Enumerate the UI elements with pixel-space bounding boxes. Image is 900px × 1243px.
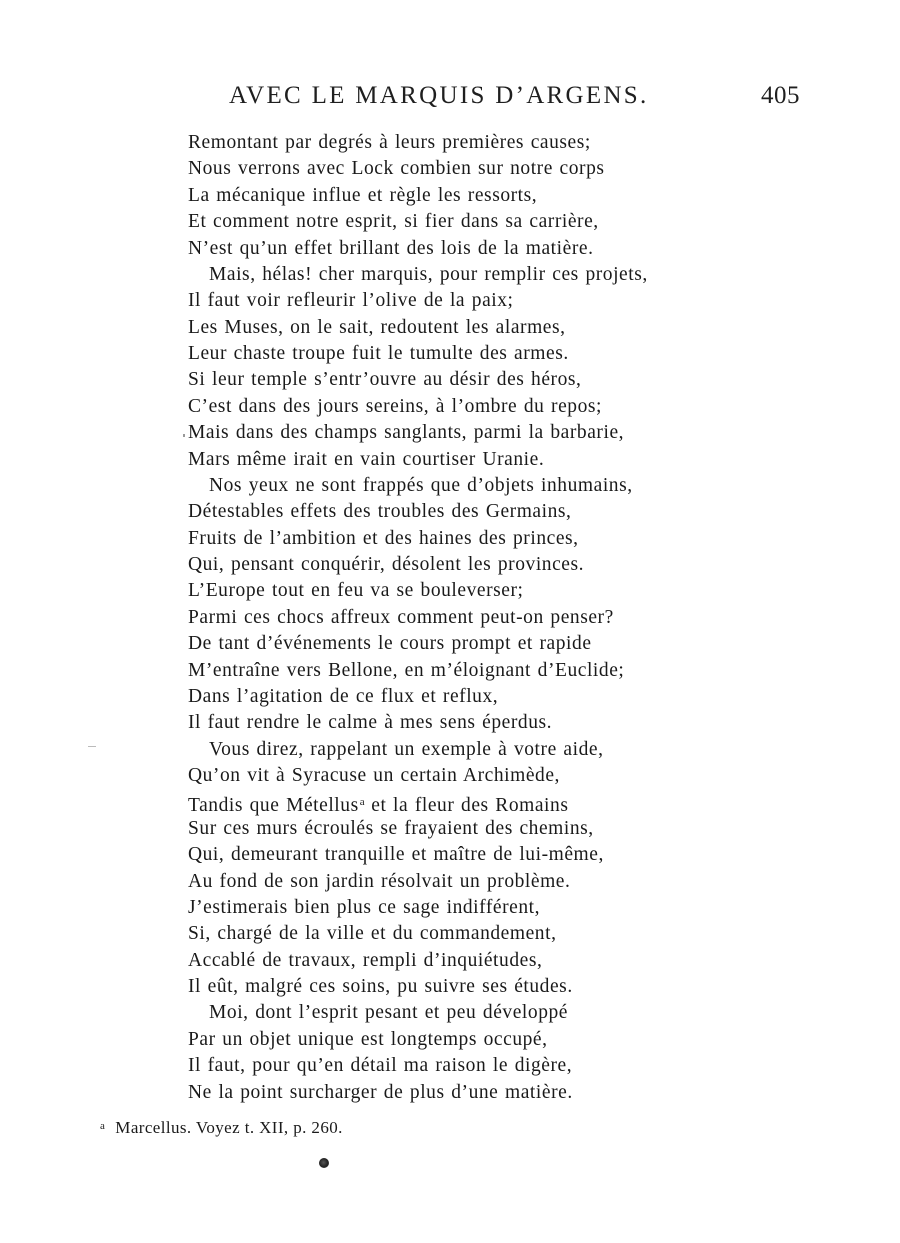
verse-line: Parmi ces chocs affreux comment peut-on penser? <box>188 606 614 628</box>
verse-line-with-note <box>188 789 748 815</box>
printer-ornament-icon <box>319 1158 329 1168</box>
verse-line: Au fond de son jardin résolvait un problème. <box>188 870 571 892</box>
verse-line: Accablé de travaux, rempli d’inquiétudes, <box>188 949 543 971</box>
verse-line: Il faut, pour qu’en détail ma raison le digère, <box>188 1055 573 1077</box>
verse-line: Qui, pensant conquérir, désolent les provinces. <box>188 554 585 575</box>
verse-line-stanza-start: Moi, dont l’esprit pesant et peu développé <box>209 1002 569 1024</box>
verse-line: De tant d’événements le cours prompt et rapide <box>188 633 592 655</box>
verse-line: C’est dans des jours sereins, à l’ombre du repos; <box>188 395 603 417</box>
verse-line: N’est qu’un effet brillant des lois de la matière. <box>188 237 594 259</box>
verse-line: Les Muses, on le sait, redoutent les alarmes, <box>188 316 566 338</box>
verse-line: Dans l’agitation de ce flux et reflux, <box>188 685 499 707</box>
running-title: AVEC LE MARQUIS D’ARGENS. <box>229 82 649 109</box>
verse-line: Il faut rendre le calme à mes sens éperdus. <box>188 712 553 734</box>
verse-line: J’estimerais bien plus ce sage indifférent, <box>188 896 541 918</box>
verse-line: Mars même irait en vain courtiser Uranie. <box>188 448 545 470</box>
verse-line-part: Tandis que Métellus <box>188 795 359 817</box>
poem-body <box>188 130 748 1106</box>
verse-line: Et comment notre esprit, si fier dans sa carrière, <box>188 211 599 233</box>
verse-line: Qu’on vit à Syracuse un certain Archimède, <box>188 765 560 786</box>
verse-line: Si leur temple s’entr’ouvre au désir des héros, <box>188 369 582 391</box>
verse-line-stanza-start: Nos yeux ne sont frappés que d’objets inhumains, <box>209 474 633 496</box>
verse-line: M’entraîne vers Bellone, en m’éloignant d’Euclide; <box>188 659 625 681</box>
footnote-mark: a <box>100 1120 106 1132</box>
paper-speck <box>88 746 96 747</box>
verse-line: Ne la point surcharger de plus d’une matière. <box>188 1081 573 1103</box>
verse-line: Détestables effets des troubles des Germains, <box>188 501 572 523</box>
page-number: 405 <box>761 82 800 109</box>
verse-line: Sur ces murs écroulés se frayaient des chemins, <box>188 817 594 839</box>
verse-line: Si, chargé de la ville et du commandement, <box>188 923 557 945</box>
verse-line: Fruits de l’ambition et des haines des princes, <box>188 527 579 549</box>
footnote-text: Marcellus. Voyez t. XII, p. 260. <box>115 1118 343 1137</box>
verse-line-stanza-start: Vous direz, rappelant un exemple à votre aide, <box>209 738 604 760</box>
paper-speck <box>183 434 185 437</box>
verse-line: Remontant par degrés à leurs premières causes; <box>188 132 591 153</box>
verse-line: Il faut voir refleurir l’olive de la paix; <box>188 290 514 312</box>
verse-line: Par un objet unique est longtemps occupé, <box>188 1028 548 1050</box>
verse-line: Leur chaste troupe fuit le tumulte des armes. <box>188 343 569 364</box>
verse-line: Il eût, malgré ces soins, pu suivre ses études. <box>188 976 573 997</box>
verse-line: La mécanique influe et règle les ressorts, <box>188 184 538 206</box>
verse-line: Qui, demeurant tranquille et maître de lui-même, <box>188 844 604 866</box>
verse-line: Mais dans des champs sanglants, parmi la barbarie, <box>188 422 625 444</box>
verse-line-stanza-start: Mais, hélas! cher marquis, pour remplir ces projets, <box>209 263 648 285</box>
verse-line-part: et la fleur des Romains <box>364 795 569 817</box>
page-header <box>0 82 900 116</box>
verse-line: L’Europe tout en feu va se bouleverser; <box>188 580 524 602</box>
verse-line: Nous verrons avec Lock combien sur notre corps <box>188 158 605 180</box>
footnote <box>100 1118 343 1138</box>
footnote-reference[interactable]: a <box>359 796 365 809</box>
